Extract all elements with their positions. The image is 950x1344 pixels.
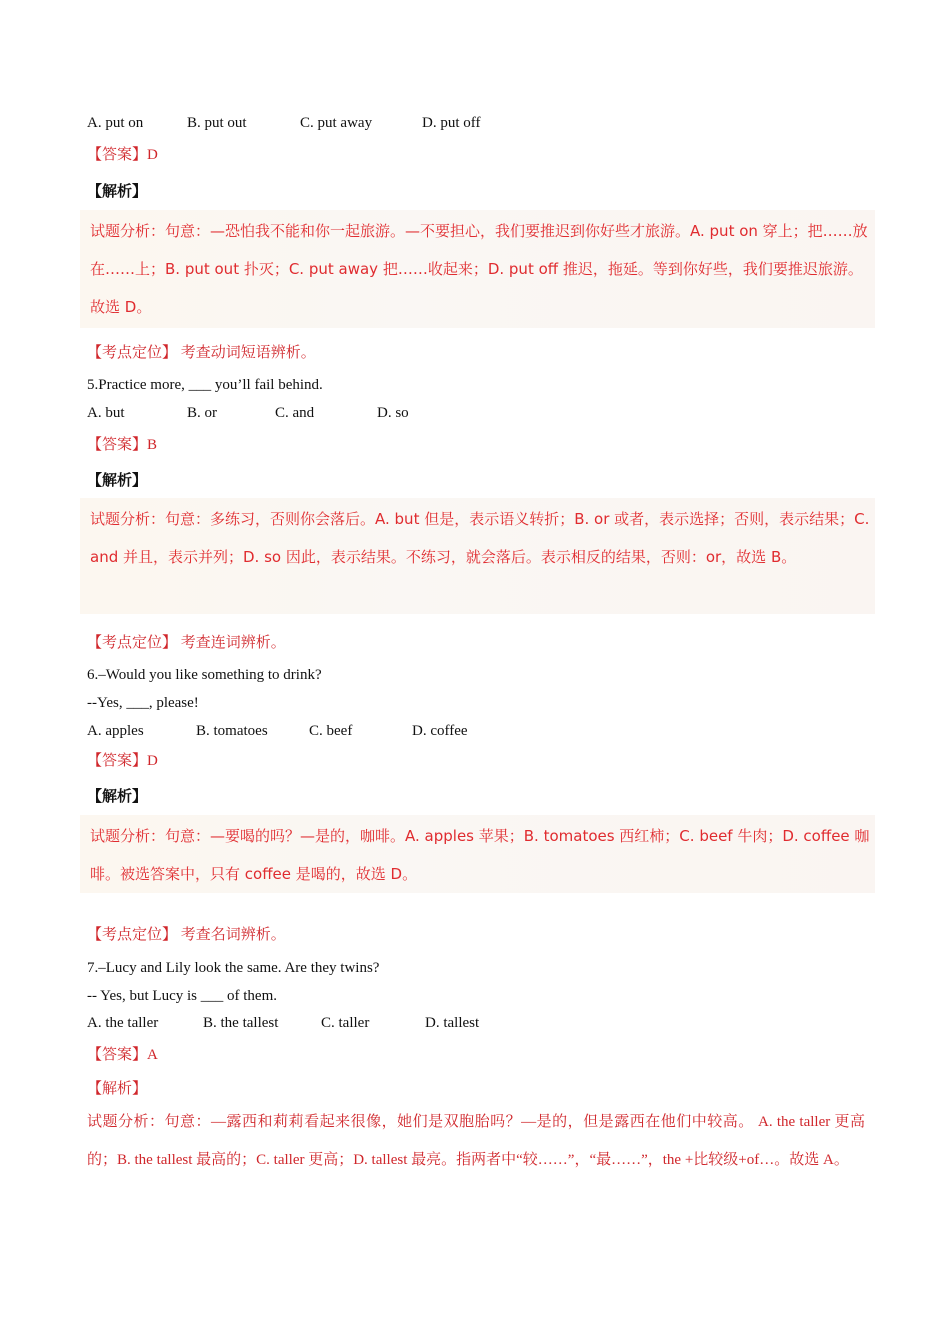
q7-jiexi-heading: 【解析】 [87, 1081, 148, 1097]
q5-answer: 【答案】B [87, 437, 158, 453]
q7-option-b: B. the tallest [203, 1015, 279, 1031]
q4-option-c: C. put away [300, 115, 373, 131]
q7-analysis-text: 试题分析：句意：—露西和莉莉看起来很像，她们是双胞胎吗？—是的，但是露西在他们中较高。 A. the taller 更高的；B. the tallest 最高的；C. taller 更高；D. tallest 最亮。指两者中“较……”，“最……”，the +比较级+of…。故选 A。 [87, 1114, 865, 1168]
q5-option-a: A. but [87, 405, 125, 421]
q5-stem: 5.Practice more, ___ you’ll fail behind. [87, 377, 323, 393]
q7-stem: 7.–Lucy and Lily look the same. Are they twins? [87, 960, 380, 976]
q4-analysis-text: 试题分析：句意：—恐怕我不能和你一起旅游。—不要担心，我们要推迟到你好些才旅游。A. put on 穿上；把……放在……上；B. put out 扑灭；C. put away 把……收起来；D. put off 推迟，拖延。等到你好些，我们要推迟旅游。故选 D。 [90, 222, 868, 316]
q7-options [87, 1013, 479, 1033]
q4-jiexi-heading: 【解析】 [87, 184, 148, 200]
q6-answer: 【答案】D [87, 753, 158, 769]
q6-option-a: A. apples [87, 723, 144, 739]
q7-option-c: C. taller [321, 1015, 370, 1031]
q4-analysis-box [80, 210, 875, 328]
q5-options [87, 403, 409, 423]
q6-kaodian: 【考点定位】 考查名词辨析。 [87, 927, 286, 943]
q4-option-d: D. put off [422, 115, 481, 131]
q4-kaodian: 【考点定位】 考查动词短语辨析。 [87, 345, 316, 361]
q7-option-d: D. tallest [425, 1015, 480, 1031]
q4-option-a: A. put on [87, 115, 144, 131]
q6-analysis-text: 试题分析：句意：—要喝的吗？—是的，咖啡。A. apples 苹果；B. tomatoes 西红柿；C. beef 牛肉；D. coffee 咖啡。被选答案中，只有 coffee 是喝的，故选 D。 [90, 827, 870, 883]
q4-options [87, 113, 480, 133]
q7-stem-reply: -- Yes, but Lucy is ___ of them. [87, 988, 277, 1004]
q5-analysis-box [80, 498, 875, 614]
q4-answer: 【答案】D [87, 147, 158, 163]
q6-stem-reply: --Yes, ___, please! [87, 695, 199, 711]
q5-jiexi-heading: 【解析】 [87, 473, 148, 489]
q6-option-c: C. beef [309, 723, 353, 739]
q6-option-d: D. coffee [412, 723, 468, 739]
q5-option-c: C. and [275, 405, 315, 421]
q6-stem: 6.–Would you like something to drink? [87, 667, 322, 683]
q7-option-a: A. the taller [87, 1015, 159, 1031]
q4-option-b: B. put out [187, 115, 247, 131]
q6-options [87, 721, 468, 741]
q5-option-d: D. so [377, 405, 409, 421]
q6-option-b: B. tomatoes [196, 723, 268, 739]
q7-answer: 【答案】A [87, 1047, 158, 1063]
q5-kaodian: 【考点定位】 考查连词辨析。 [87, 635, 286, 651]
q5-option-b: B. or [187, 405, 217, 421]
q6-jiexi-heading: 【解析】 [87, 789, 148, 805]
q6-analysis-box [80, 815, 875, 893]
q5-analysis-text: 试题分析：句意：多练习，否则你会落后。A. but 但是，表示语义转折；B. or 或者，表示选择；否则，表示结果；C. and 并且，表示并列；D. so 因此，表示结果。不练习，就会落后。表示相反的结果，否则：or，故选 B。 [90, 510, 870, 566]
